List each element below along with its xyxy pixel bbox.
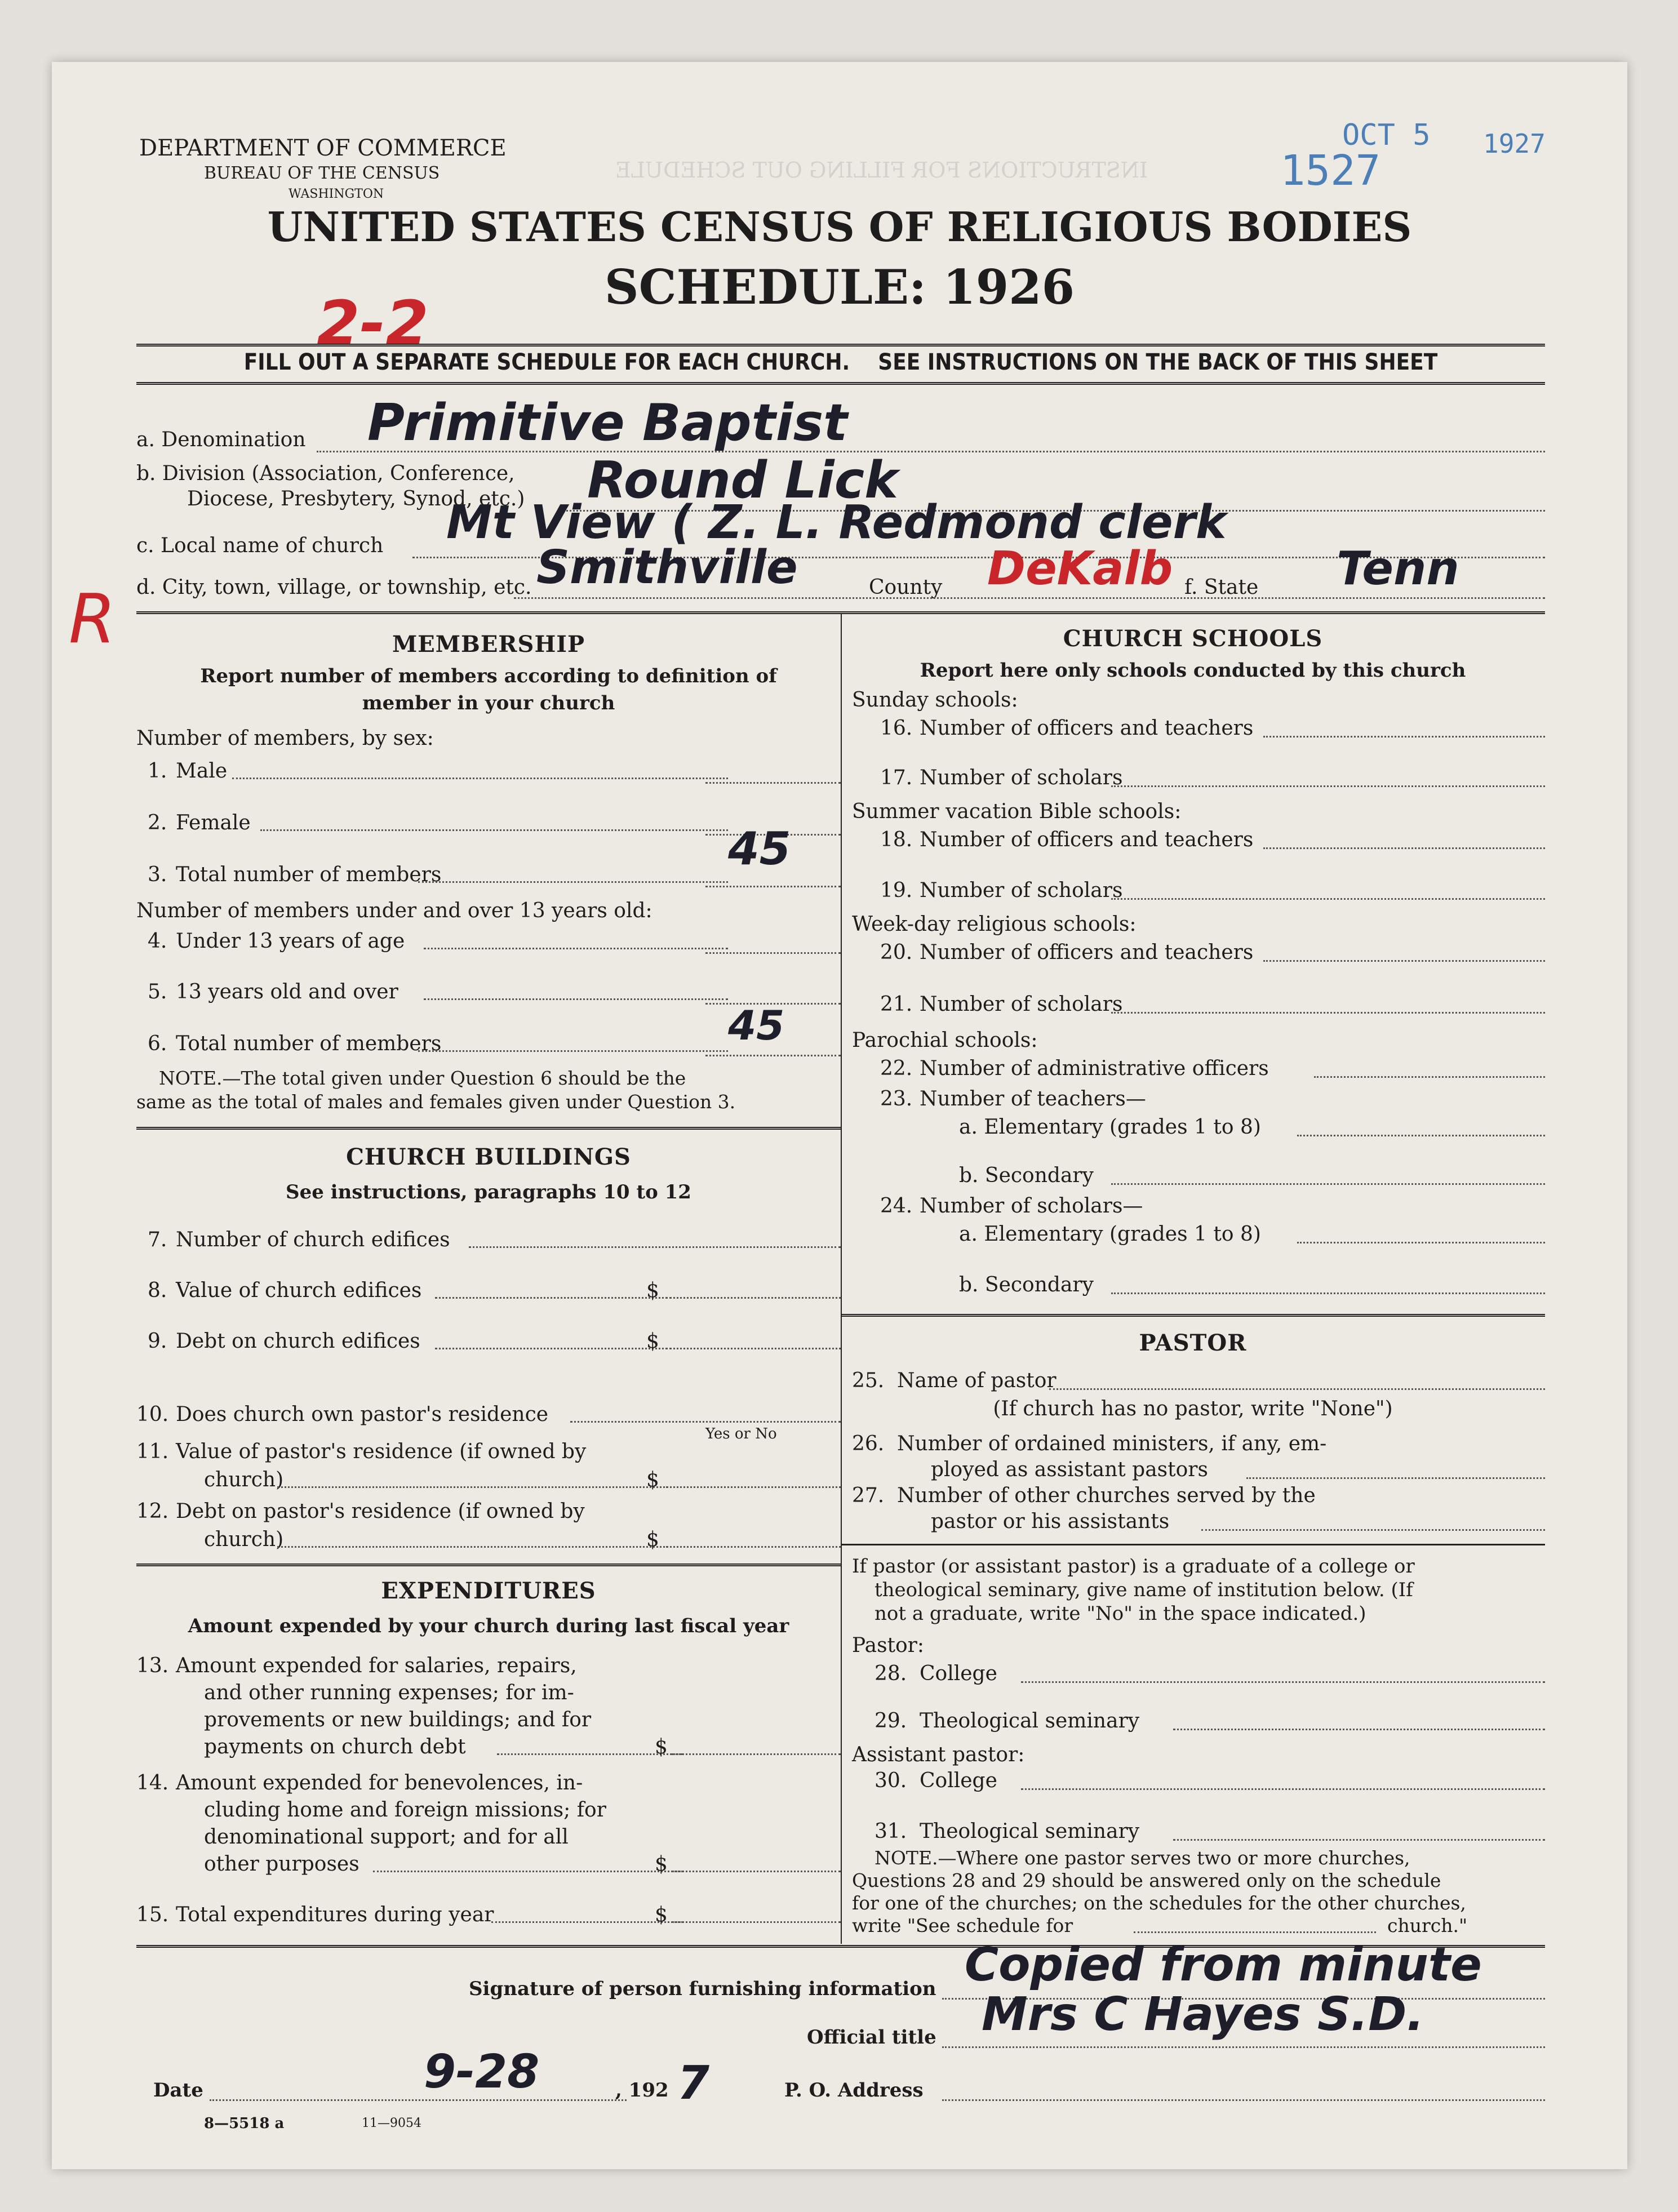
q14-label-2: cluding home and foreign missions; for bbox=[204, 1798, 606, 1822]
q23-number: 23. bbox=[880, 1087, 913, 1111]
q12-line bbox=[277, 1546, 672, 1548]
q14-answer-line[interactable] bbox=[672, 1871, 841, 1872]
q3-number: 3. bbox=[148, 863, 167, 886]
expenditures-rule bbox=[136, 1563, 841, 1566]
q15-number: 15. bbox=[136, 1903, 169, 1926]
q3-label: Total number of members bbox=[176, 863, 442, 886]
q16-number: 16. bbox=[880, 717, 913, 740]
q27-label-2: pastor or his assistants bbox=[931, 1510, 1170, 1533]
q14-number: 14. bbox=[136, 1771, 169, 1795]
q7-label: Number of church edifices bbox=[176, 1228, 450, 1251]
q30-number: 30. bbox=[874, 1769, 907, 1792]
q11-dollar: $ bbox=[646, 1468, 659, 1491]
q28-label: College bbox=[920, 1662, 997, 1685]
q22-number: 22. bbox=[880, 1057, 913, 1080]
q27-label-1: Number of other churches served by the bbox=[897, 1484, 1316, 1507]
schools-sub: Report here only schools conducted by this church bbox=[920, 659, 1466, 682]
parochial-schools-label: Parochial schools: bbox=[852, 1029, 1038, 1052]
q23a-label: a. Elementary (grades 1 to 8) bbox=[959, 1116, 1261, 1139]
q6-value[interactable]: 45 bbox=[728, 1002, 785, 1049]
q11-label-2: church) bbox=[204, 1468, 284, 1491]
pastor-note-3: for one of the churches; on the schedules for the other churches, bbox=[852, 1892, 1466, 1914]
q20-label: Number of officers and teachers bbox=[920, 941, 1254, 964]
q21-label: Number of scholars bbox=[920, 993, 1123, 1016]
q21-number: 21. bbox=[880, 993, 913, 1016]
pastor-note-5: church." bbox=[1387, 1915, 1468, 1936]
year-value[interactable]: 7 bbox=[677, 2056, 710, 2110]
q29-number: 29. bbox=[874, 1709, 907, 1733]
city-label: d. City, town, village, or township, etc. bbox=[136, 576, 532, 599]
q29-label: Theological seminary bbox=[920, 1709, 1140, 1733]
q15-line bbox=[491, 1921, 683, 1923]
print-number: 11—9054 bbox=[362, 2116, 421, 2130]
q12-dollar: $ bbox=[646, 1528, 659, 1551]
q3-answer-line bbox=[705, 886, 841, 887]
date-line bbox=[210, 2099, 627, 2101]
q2-line bbox=[260, 829, 728, 831]
q1-line bbox=[232, 778, 728, 779]
date-label: Date bbox=[153, 2079, 203, 2102]
q13-label-1: Amount expended for salaries, repairs, bbox=[176, 1654, 577, 1677]
q16-label: Number of officers and teachers bbox=[920, 717, 1254, 740]
q23b-label: b. Secondary bbox=[959, 1164, 1094, 1187]
sunday-schools-label: Sunday schools: bbox=[852, 689, 1018, 712]
q13-dollar: $ bbox=[655, 1735, 668, 1758]
q8-number: 8. bbox=[148, 1279, 167, 1302]
q13-label-3: provements or new buildings; and for bbox=[204, 1708, 592, 1731]
state-value[interactable]: Tenn bbox=[1337, 542, 1459, 596]
q18-line[interactable] bbox=[1263, 847, 1545, 849]
q31-label: Theological seminary bbox=[920, 1820, 1140, 1843]
q19-line[interactable] bbox=[1111, 898, 1545, 900]
city-line bbox=[514, 597, 1545, 599]
q14-label-3: denominational support; and for all bbox=[204, 1825, 569, 1849]
q15-answer-line[interactable] bbox=[672, 1921, 841, 1923]
q11-answer-line[interactable] bbox=[666, 1486, 841, 1488]
q17-number: 17. bbox=[880, 766, 913, 789]
q10-line[interactable] bbox=[570, 1421, 841, 1423]
q14-label-4: other purposes bbox=[204, 1853, 359, 1876]
q13-number: 13. bbox=[136, 1654, 169, 1677]
q24a-label: a. Elementary (grades 1 to 8) bbox=[959, 1223, 1261, 1246]
po-address-line[interactable] bbox=[942, 2099, 1545, 2101]
church-name-value[interactable]: Mt View ( Z. L. Redmond clerk bbox=[446, 496, 1227, 549]
q30-label: College bbox=[920, 1769, 997, 1792]
q2-label: Female bbox=[176, 811, 251, 834]
q14-label-1: Amount expended for benevolences, in- bbox=[176, 1771, 583, 1795]
q24-label: Number of scholars— bbox=[920, 1194, 1143, 1218]
po-address-label: P. O. Address bbox=[784, 2079, 924, 2102]
assistant-pastor-label: Assistant pastor: bbox=[852, 1743, 1025, 1766]
pastor-label: Pastor: bbox=[852, 1634, 925, 1657]
division-label-2: Diocese, Presbytery, Synod, etc.) bbox=[187, 487, 525, 510]
q6-line bbox=[418, 1050, 728, 1052]
q28-number: 28. bbox=[874, 1662, 907, 1685]
q13-answer-line[interactable] bbox=[672, 1753, 841, 1755]
membership-title: MEMBERSHIP bbox=[392, 631, 585, 658]
q30-line[interactable] bbox=[1021, 1788, 1545, 1790]
q23b-line[interactable] bbox=[1111, 1183, 1545, 1185]
q22-label: Number of administrative officers bbox=[920, 1057, 1269, 1080]
q21-line[interactable] bbox=[1111, 1012, 1545, 1014]
q11-line bbox=[277, 1486, 672, 1488]
received-stamp-year: 1927 bbox=[1483, 128, 1546, 159]
q20-number: 20. bbox=[880, 941, 913, 964]
q8-line bbox=[435, 1297, 672, 1299]
graduate-note-2: theological seminary, give name of institution below. (If bbox=[874, 1579, 1413, 1601]
graduate-rule bbox=[841, 1544, 1545, 1545]
q10-number: 10. bbox=[136, 1403, 169, 1426]
q6-label: Total number of members bbox=[176, 1032, 442, 1055]
q4-line bbox=[424, 948, 728, 949]
q4-label: Under 13 years of age bbox=[176, 930, 405, 953]
q13-label-4: payments on church debt bbox=[204, 1735, 466, 1758]
q18-number: 18. bbox=[880, 828, 913, 851]
membership-note-2: same as the total of males and females given under Question 3. bbox=[136, 1091, 736, 1113]
bureau-city: WASHINGTON bbox=[288, 187, 384, 201]
q9-number: 9. bbox=[148, 1330, 167, 1353]
q19-label: Number of scholars bbox=[920, 879, 1123, 902]
q24b-line[interactable] bbox=[1111, 1292, 1545, 1294]
pastor-note-blank[interactable] bbox=[1134, 1931, 1376, 1933]
county-label: County bbox=[869, 576, 943, 599]
q1-answer-line[interactable] bbox=[705, 782, 841, 784]
signature-label: Signature of person furnishing information bbox=[469, 1978, 936, 2000]
state-label: f. State bbox=[1184, 576, 1259, 599]
q24-number: 24. bbox=[880, 1194, 913, 1218]
q7-number: 7. bbox=[148, 1228, 167, 1251]
expenditures-title: EXPENDITURES bbox=[381, 1578, 596, 1604]
membership-intro-2: member in your church bbox=[362, 692, 615, 714]
department-name: DEPARTMENT OF COMMERCE bbox=[139, 135, 507, 161]
buildings-rule bbox=[136, 1127, 841, 1130]
census-schedule-sheet bbox=[52, 62, 1627, 2169]
county-value[interactable]: DeKalb bbox=[987, 542, 1173, 596]
members-by-sex-label: Number of members, by sex: bbox=[136, 727, 434, 750]
q15-label: Total expenditures during year bbox=[176, 1903, 494, 1926]
q24a-line[interactable] bbox=[1297, 1242, 1545, 1243]
q28-line[interactable] bbox=[1021, 1681, 1545, 1683]
q26-label-2: ployed as assistant pastors bbox=[931, 1458, 1208, 1481]
q17-line[interactable] bbox=[1111, 785, 1545, 787]
q11-number: 11. bbox=[136, 1440, 169, 1463]
division-value[interactable]: Round Lick bbox=[587, 451, 898, 510]
q1-label: Male bbox=[176, 759, 228, 783]
official-title-label: Official title bbox=[807, 2026, 936, 2049]
date-value[interactable]: 9-28 bbox=[424, 2045, 540, 2099]
q6-answer-line bbox=[705, 1055, 841, 1056]
church-name-label: c. Local name of church bbox=[136, 534, 384, 557]
q25-note: (If church has no pastor, write "None") bbox=[993, 1397, 1393, 1420]
signature-value[interactable]: Copied from minute bbox=[965, 1938, 1482, 1992]
q1-number: 1. bbox=[148, 759, 167, 783]
q3-line bbox=[418, 881, 728, 883]
q26-line[interactable] bbox=[1246, 1477, 1545, 1479]
q9-answer-line[interactable] bbox=[666, 1348, 841, 1349]
q4-number: 4. bbox=[148, 930, 167, 953]
schedule-title: SCHEDULE: 1926 bbox=[604, 259, 1075, 315]
q25-number: 25. bbox=[852, 1369, 885, 1392]
denomination-label: a. Denomination bbox=[136, 428, 306, 451]
q10-label: Does church own pastor's residence bbox=[176, 1403, 549, 1426]
header-rule-top bbox=[136, 344, 1545, 347]
received-stamp-date: OCT 5 bbox=[1342, 118, 1431, 152]
form-number: 8—5518 a bbox=[204, 2115, 285, 2132]
q12-number: 12. bbox=[136, 1500, 169, 1523]
q20-line[interactable] bbox=[1263, 960, 1545, 962]
membership-intro-1: Report number of members according to definition of bbox=[200, 665, 777, 687]
pastor-note-1: NOTE.—Where one pastor serves two or more churches, bbox=[874, 1847, 1410, 1869]
header-rule-bottom bbox=[136, 382, 1545, 385]
q14-dollar: $ bbox=[655, 1853, 668, 1876]
q24b-label: b. Secondary bbox=[959, 1273, 1094, 1296]
q19-number: 19. bbox=[880, 879, 913, 902]
buildings-sub: See instructions, paragraphs 10 to 12 bbox=[286, 1181, 691, 1203]
q12-label-1: Debt on pastor's residence (if owned by bbox=[176, 1500, 585, 1523]
received-stamp-number: 1527 bbox=[1280, 146, 1381, 195]
q17-label: Number of scholars bbox=[920, 766, 1123, 789]
membership-note-1: NOTE.—The total given under Question 6 should be the bbox=[159, 1067, 686, 1089]
q8-dollar: $ bbox=[646, 1279, 659, 1302]
expenditures-sub: Amount expended by your church during last fiscal year bbox=[188, 1615, 789, 1637]
bleed-through-title: INSTRUCTIONS FOR FILLING OUT SCHEDULE bbox=[615, 158, 1148, 183]
instruction-line: FILL OUT A SEPARATE SCHEDULE FOR EACH CHURCH. SEE INSTRUCTIONS ON THE BACK OF THIS SHEET bbox=[243, 349, 1438, 375]
red-code-annotation: 2-2 bbox=[317, 287, 429, 359]
q27-line[interactable] bbox=[1201, 1529, 1545, 1531]
q31-number: 31. bbox=[874, 1820, 907, 1843]
q6-number: 6. bbox=[148, 1032, 167, 1055]
buildings-title: CHURCH BUILDINGS bbox=[346, 1144, 631, 1170]
q3-value[interactable]: 45 bbox=[728, 823, 791, 875]
q7-line bbox=[469, 1246, 841, 1248]
q18-label: Number of officers and teachers bbox=[920, 828, 1254, 851]
graduate-note-1: If pastor (or assistant pastor) is a graduate of a college or bbox=[852, 1555, 1415, 1578]
q26-number: 26. bbox=[852, 1432, 885, 1455]
q16-line[interactable] bbox=[1263, 736, 1545, 738]
bureau-name: BUREAU OF THE CENSUS bbox=[204, 163, 440, 183]
pastor-title: PASTOR bbox=[1139, 1330, 1247, 1356]
q12-label-2: church) bbox=[204, 1528, 284, 1551]
q31-line[interactable] bbox=[1173, 1839, 1545, 1841]
q8-answer-line[interactable] bbox=[666, 1297, 841, 1299]
pastor-note-4: write "See schedule for bbox=[852, 1915, 1073, 1936]
q29-line[interactable] bbox=[1173, 1729, 1545, 1730]
schools-title: CHURCH SCHOOLS bbox=[1063, 625, 1323, 652]
pastor-note-2: Questions 28 and 29 should be answered only on the schedule bbox=[852, 1869, 1441, 1891]
form-title: UNITED STATES CENSUS OF RELIGIOUS BODIES bbox=[267, 203, 1412, 251]
q14-line bbox=[373, 1871, 683, 1872]
pastor-rule bbox=[841, 1314, 1545, 1317]
graduate-note-3: not a graduate, write "No" in the space indicated.) bbox=[874, 1602, 1366, 1625]
q5-label: 13 years old and over bbox=[176, 980, 398, 1003]
q5-number: 5. bbox=[148, 980, 167, 1003]
q22-line[interactable] bbox=[1314, 1076, 1545, 1078]
q2-number: 2. bbox=[148, 811, 167, 834]
year-prefix: , 192 bbox=[615, 2079, 669, 2102]
q27-number: 27. bbox=[852, 1484, 885, 1507]
denomination-value[interactable]: Primitive Baptist bbox=[367, 393, 848, 452]
q26-label-1: Number of ordained ministers, if any, em- bbox=[897, 1432, 1327, 1455]
official-title-line bbox=[942, 2046, 1545, 2048]
official-title-value[interactable]: Mrs C Hayes S.D. bbox=[982, 1988, 1424, 2041]
q9-dollar: $ bbox=[646, 1330, 659, 1353]
q23-label: Number of teachers— bbox=[920, 1087, 1146, 1111]
q11-label-1: Value of pastor's residence (if owned by bbox=[176, 1440, 587, 1463]
city-value[interactable]: Smithville bbox=[536, 541, 798, 594]
q5-line bbox=[424, 998, 728, 1000]
q9-label: Debt on church edifices bbox=[176, 1330, 420, 1353]
q25-line[interactable] bbox=[1049, 1388, 1545, 1390]
column-divider bbox=[841, 614, 842, 1944]
members-by-age-label: Number of members under and over 13 years old: bbox=[136, 899, 652, 922]
q15-dollar: $ bbox=[655, 1903, 668, 1926]
q12-answer-line[interactable] bbox=[666, 1546, 841, 1548]
red-mark-annotation: R bbox=[69, 580, 116, 659]
q23a-line[interactable] bbox=[1297, 1135, 1545, 1136]
summer-schools-label: Summer vacation Bible schools: bbox=[852, 800, 1182, 823]
q4-answer-line[interactable] bbox=[705, 952, 841, 954]
q9-line bbox=[435, 1348, 672, 1349]
q13-label-2: and other running expenses; for im- bbox=[204, 1681, 574, 1704]
q10-yes-no-hint: Yes or No bbox=[705, 1425, 777, 1442]
q25-label: Name of pastor bbox=[897, 1369, 1056, 1392]
division-label-1: b. Division (Association, Conference, bbox=[136, 462, 515, 485]
q8-label: Value of church edifices bbox=[176, 1279, 422, 1302]
weekday-schools-label: Week-day religious schools: bbox=[852, 913, 1137, 936]
